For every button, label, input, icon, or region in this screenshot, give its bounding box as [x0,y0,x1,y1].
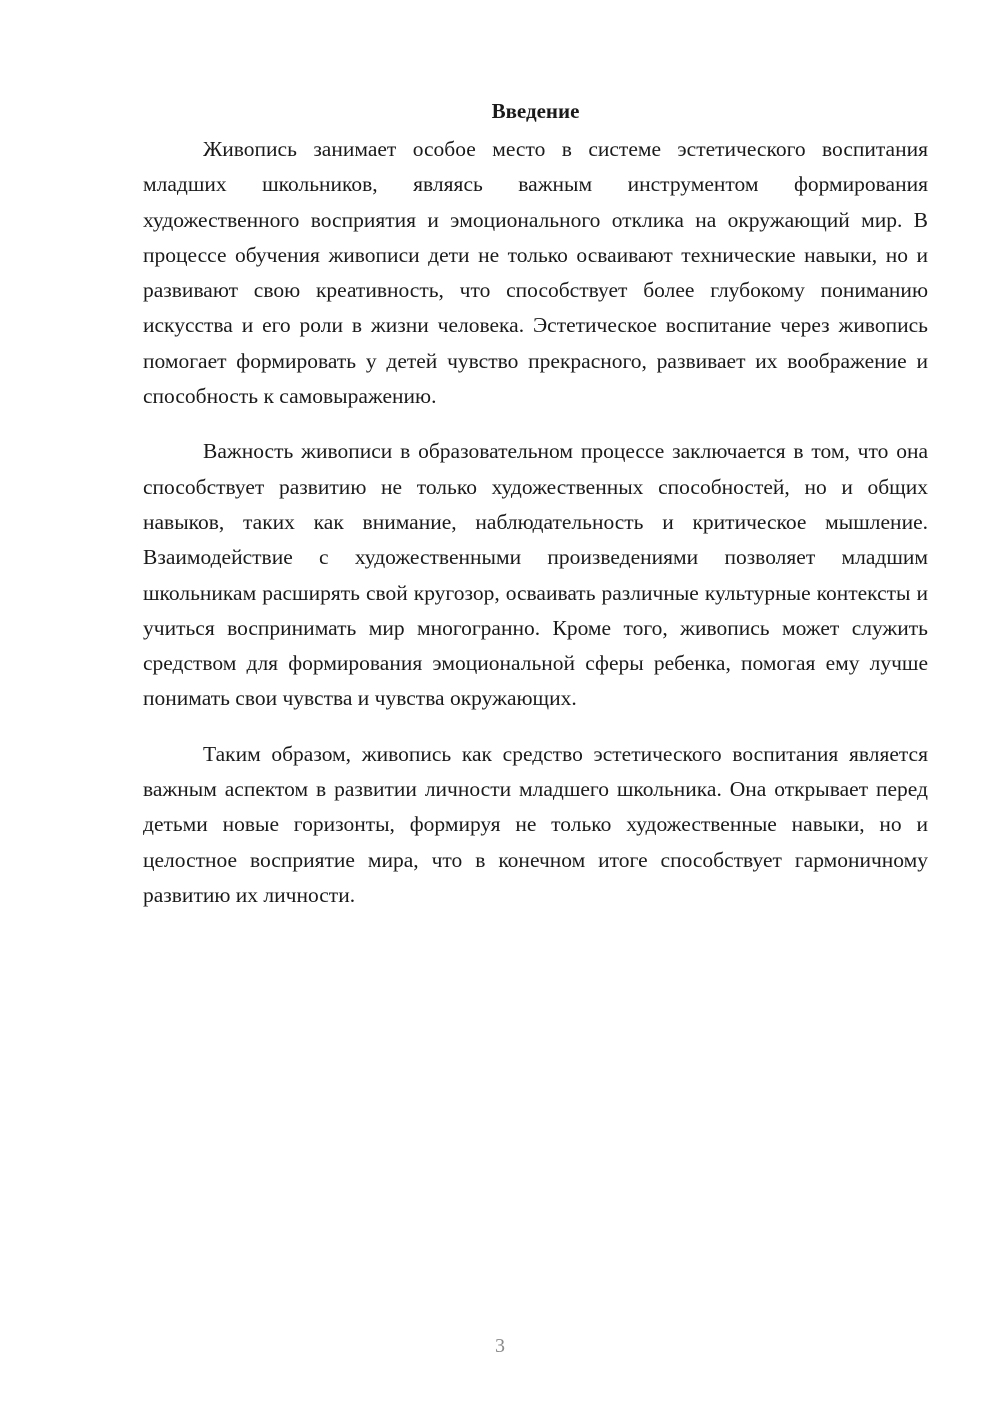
page-number: 3 [495,1335,505,1357]
paragraph-2: Важность живописи в образовательном процессе заключается в том, что она способствует развитию не только художественных способностей, но и общих навыков, таких как внимание, наблюдательность и критическое мышление. Взаимодействие с художественными произведениями позволяет младшим школьникам расширять свой кругозор, осваивать различные культурные контексты и учиться воспринимать мир многогранно. Кроме того, живопись может служить средством для формирования эмоциональной сферы ребенка, помогая ему лучше понимать свои чувства и чувства окружающих. [143,439,928,711]
paragraph-1: Живопись занимает особое место в системе эстетического воспитания младших школьников, являясь важным инструментом формирования художественного восприятия и эмоционального отклика на окружающий мир. В процессе обучения живописи дети не только осваивают технические навыки, но и развивают свою креативность, что способствует более глубокому пониманию искусства и его роли в жизни человека. Эстетическое воспитание через живопись помогает формировать у детей чувство прекрасного, развивает их воображение и способность к самовыражению. [143,137,928,409]
page-content [143,96,928,933]
section-title: Введение [491,99,580,123]
paragraph-3: Таким образом, живопись как средство эстетического воспитания является важным аспектом в развитии личности младшего школьника. Она открывает перед детьми новые горизонты, формируя не только художественные навыки, но и целостное восприятие мира, что в конечном итоге способствует гармоничному развитию их личности. [143,741,928,907]
